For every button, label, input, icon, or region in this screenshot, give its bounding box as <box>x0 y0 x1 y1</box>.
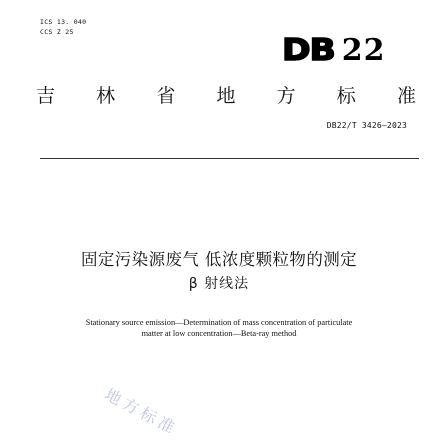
watermark: 地方标准 <box>101 384 182 439</box>
standard-number: DB22/T 3426—2023 <box>326 121 407 130</box>
standard-category-char: 地 <box>216 85 236 107</box>
classification-codes <box>40 17 86 37</box>
standard-category-char: 林 <box>96 85 116 107</box>
standard-category-char: 省 <box>156 85 176 107</box>
header-divider <box>40 158 419 159</box>
english-title <box>0 317 438 339</box>
english-title-line-2: matter at low concentration—Beta-ray method <box>141 329 297 338</box>
chinese-title-line-1: 固定污染源废气 低浓度颗粒物的测定 <box>80 250 358 269</box>
english-title-line-1: Stationary source emission—Determination of mass concentration of particulate <box>85 318 353 327</box>
ccs-code: CCS Z 25 <box>40 28 74 36</box>
standard-category-char: 标 <box>336 85 356 107</box>
standard-category-heading <box>36 84 416 108</box>
standard-category-char: 方 <box>276 85 296 107</box>
db-logo-prefix: DB <box>282 33 335 68</box>
chinese-title-line-2: β 射线法 <box>188 276 250 292</box>
standard-category-char: 吉 <box>36 85 56 107</box>
standard-category-char: 准 <box>396 85 416 107</box>
db-logo <box>282 34 386 68</box>
db-logo-region-number: 22 <box>341 33 386 68</box>
ics-code: ICS 13. 040 <box>40 18 87 26</box>
